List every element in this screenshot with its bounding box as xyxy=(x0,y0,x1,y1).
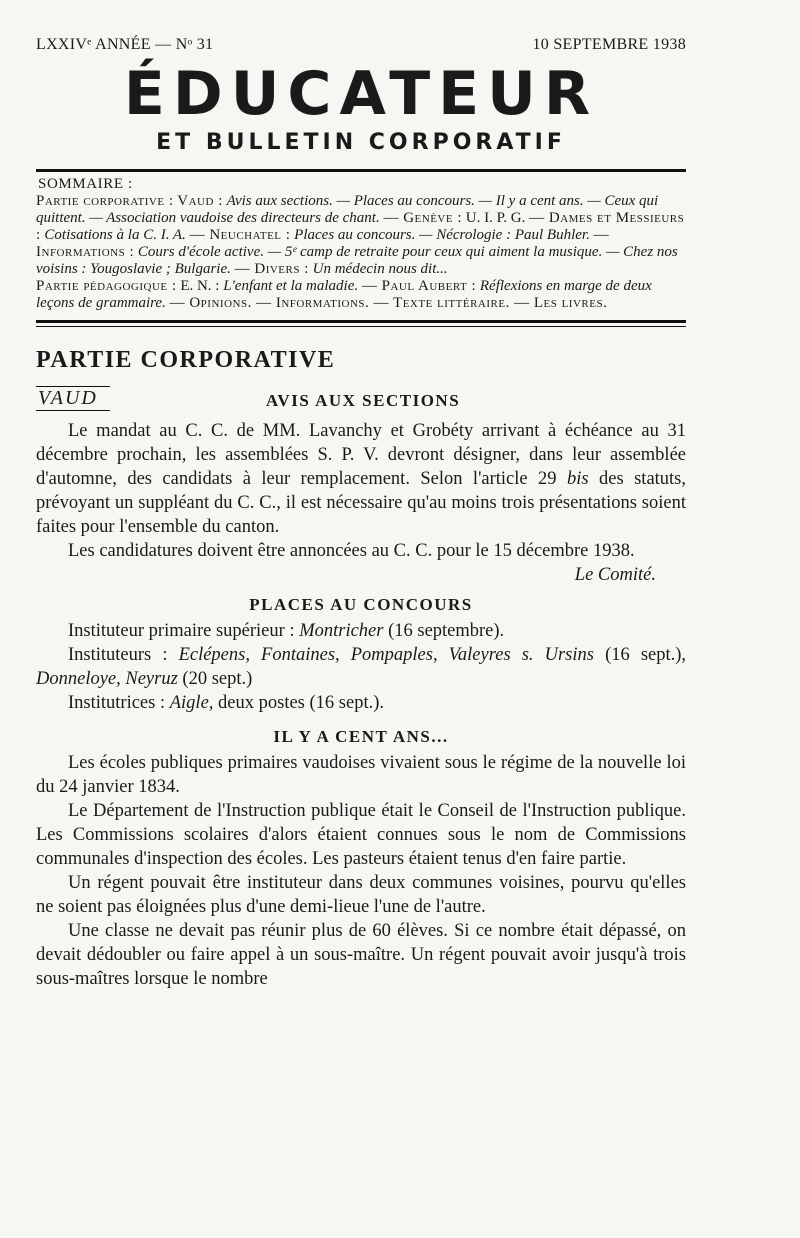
table-of-contents xyxy=(36,176,686,312)
journal-title: ÉDUCATEUR xyxy=(123,59,599,129)
summary-en-label: E. N. : xyxy=(180,278,220,294)
places-line-3: Institutrices : Aigle, deux postes (16 sept.). xyxy=(68,693,384,713)
summary-divers-items: Un médecin nous dit... xyxy=(312,261,448,277)
cent-ans-paragraph-3: Un régent pouvait être instituteur dans deux communes voisines, pourvu qu'elles ne soient pas éloignées plus d'une demi-lieue l'une de l'autre. xyxy=(36,873,686,917)
summary-other-items: — Opinions. — Informations. — Texte littéraire. — Les livres. xyxy=(169,295,608,311)
places-list xyxy=(36,619,686,715)
summary-aubert-label: — Paul Aubert : xyxy=(361,278,477,294)
avis-signature: Le Comité. xyxy=(574,565,656,585)
region-label: VAUD xyxy=(36,386,110,411)
cent-ans-paragraph-2: Le Département de l'Instruction publique était le Conseil de l'Instruction publique. Les Commissions scolaires d'alors étaient connues sous le nom de Commissions communales d'inspection des écoles. Les pasteurs étaient tenus d'en faire partie. xyxy=(36,801,686,869)
avis-signature-line xyxy=(36,563,686,587)
summary-divers-label: — Divers : xyxy=(234,261,309,277)
summary-aubert-item: Réflexions en marge de deux leçons de grammaire. xyxy=(36,278,652,311)
cent-ans-paragraph-1: Les écoles publiques primaires vaudoises vivaient sous le régime de la nouvelle loi du 24 janvier 1834. xyxy=(36,753,686,797)
avis-paragraph-1: Le mandat au C. C. de MM. Lavanchy et Grobéty arrivant à échéance au 31 décembre prochain, les assemblées S. P. V. devront désigner, dans leur assemblée d'automne, des candidats à leur remplacement. Selon l'article 29 bis des statuts, prévoyant un suppléant du C. C., il est nécessaire qu'au moins trois présentations soient faites pour l'ensemble du canton. xyxy=(36,421,687,537)
places-line-2: Instituteurs : Eclépens, Fontaines, Pompaples, Valeyres s. Ursins (16 sept.), Donneloye, Neyruz (20 sept.) xyxy=(36,645,687,689)
region-row xyxy=(36,386,686,411)
summary-neuchatel-label: — Neuchatel : xyxy=(189,227,291,243)
issue-header xyxy=(36,36,686,54)
summary-geneve-items: U. I. P. G. xyxy=(465,210,526,226)
summary-dames-label: — Dames et Messieurs : xyxy=(36,210,685,243)
summary-informations-label: — Informations : xyxy=(36,227,610,260)
cent-ans-paragraph-4: Une classe ne devait pas réunir plus de 60 élèves. Si ce nombre était dépassé, on devait dédoubler ou faire appel à un sous-maître. Un régent pouvait avoir jusqu'à trois sous-maîtres lorsque le nombre xyxy=(36,921,686,989)
masthead-rule xyxy=(36,169,686,172)
avis-heading: AVIS AUX SECTIONS xyxy=(265,391,461,410)
avis-article xyxy=(36,419,686,587)
cent-ans-heading: IL Y A CENT ANS... xyxy=(273,727,449,746)
summary-geneve-label: — Genève : xyxy=(383,210,463,226)
issue-number: LXXIVᵉ ANNÉE — Nᵒ 31 xyxy=(36,36,214,53)
summary-dames-items: Cotisations à la C. I. A. xyxy=(44,227,186,243)
summary-pedagogique-label: Partie pédagogique : xyxy=(36,278,177,294)
summary-title: SOMMAIRE : xyxy=(38,176,133,192)
avis-paragraph-2: Les candidatures doivent être annoncées au C. C. pour le 15 décembre 1938. xyxy=(68,541,635,561)
summary-neuchatel-items: Places au concours. — Nécrologie : Paul Buhler. xyxy=(294,227,590,243)
journal-subtitle: ET BULLETIN CORPORATIF xyxy=(156,130,566,155)
masthead xyxy=(36,59,686,155)
summary-en-item: L'enfant et la maladie. xyxy=(223,278,359,294)
summary-rule xyxy=(36,320,686,327)
summary-corporative-label: Partie corporative : xyxy=(36,193,174,209)
section-heading: PARTIE CORPORATIVE xyxy=(36,347,336,373)
summary-pedagogique xyxy=(36,278,686,312)
places-heading: PLACES AU CONCOURS xyxy=(249,595,473,614)
summary-informations-items: Cours d'école active. — 5ᵉ camp de retraite pour ceux qui aiment la musique. — Chez nos voisins : Yougoslavie ; Bulgarie. xyxy=(36,244,678,277)
summary-vaud-items: Avis aux sections. — Places au concours. — Il y a cent ans. — Ceux qui quittent. — Association vaudoise des directeurs de chant. xyxy=(36,193,659,226)
places-line-1: Instituteur primaire supérieur : Montricher (16 septembre). xyxy=(68,621,505,641)
page xyxy=(36,36,686,991)
summary-corporative xyxy=(36,193,686,278)
issue-date: 10 SEPTEMBRE 1938 xyxy=(532,36,686,53)
cent-ans-article xyxy=(36,751,686,991)
summary-vaud-label: Vaud : xyxy=(177,193,223,209)
